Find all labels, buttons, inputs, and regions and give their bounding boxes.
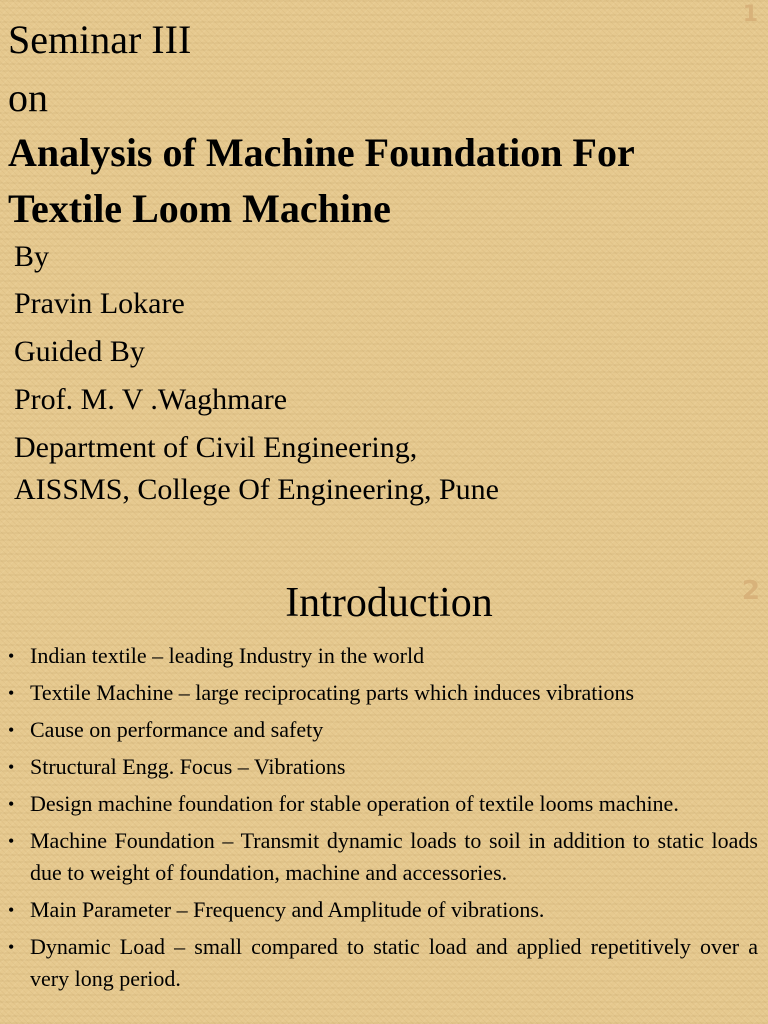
bullet-dot-icon: •	[8, 794, 15, 814]
bullet-text: Dynamic Load – small compared to static load and applied repetitively over a very long period.	[30, 934, 758, 991]
bullet-text: Machine Foundation – Transmit dynamic loads to soil in addition to static loads due to weight of foundation, machine and accessories.	[30, 828, 758, 885]
bullet-item	[0, 677, 768, 709]
bullet-text: Main Parameter – Frequency and Amplitude of vibrations.	[30, 897, 545, 922]
by-label: By	[14, 240, 50, 273]
bullet-item	[0, 894, 768, 926]
bullet-text: Indian textile – leading Industry in the world	[30, 643, 425, 668]
guided-by-label: Guided By	[14, 335, 145, 368]
bullet-text: Design machine foundation for stable operation of textile looms machine.	[30, 791, 679, 816]
department-name: Department of Civil Engineering,	[14, 431, 418, 464]
bullet-item	[0, 640, 768, 672]
bullet-text: Structural Engg. Focus – Vibrations	[30, 754, 346, 779]
bullet-item	[0, 714, 768, 746]
bullet-item	[0, 751, 768, 783]
author-name: Pravin Lokare	[14, 287, 185, 320]
bullet-item	[0, 788, 768, 820]
bullet-dot-icon: •	[8, 683, 15, 703]
slide-2	[0, 560, 768, 1024]
guide-name: Prof. M. V .Waghmare	[14, 383, 288, 416]
bullet-dot-icon: •	[8, 900, 15, 920]
introduction-bullet-list	[0, 640, 768, 1000]
slide-number: 2	[741, 576, 760, 606]
bullet-text: Textile Machine – large reciprocating parts which induces vibrations	[30, 680, 635, 705]
college-name: AISSMS, College Of Engineering, Pune	[14, 473, 499, 506]
introduction-title: Introduction	[285, 580, 493, 626]
topic-title-line-1: Analysis of Machine Foundation For	[8, 130, 635, 175]
topic-title-line-2: Textile Loom Machine	[8, 186, 391, 231]
bullet-dot-icon: •	[8, 720, 15, 740]
slide-number: 1	[742, 2, 758, 27]
bullet-dot-icon: •	[8, 646, 15, 666]
seminar-title: Seminar III	[8, 17, 192, 62]
bullet-dot-icon: •	[8, 831, 15, 851]
seminar-on-text: on	[8, 75, 48, 120]
bullet-item	[0, 931, 768, 995]
bullet-text: Cause on performance and safety	[30, 717, 324, 742]
bullet-dot-icon: •	[8, 937, 15, 957]
bullet-item	[0, 825, 768, 889]
bullet-dot-icon: •	[8, 757, 15, 777]
